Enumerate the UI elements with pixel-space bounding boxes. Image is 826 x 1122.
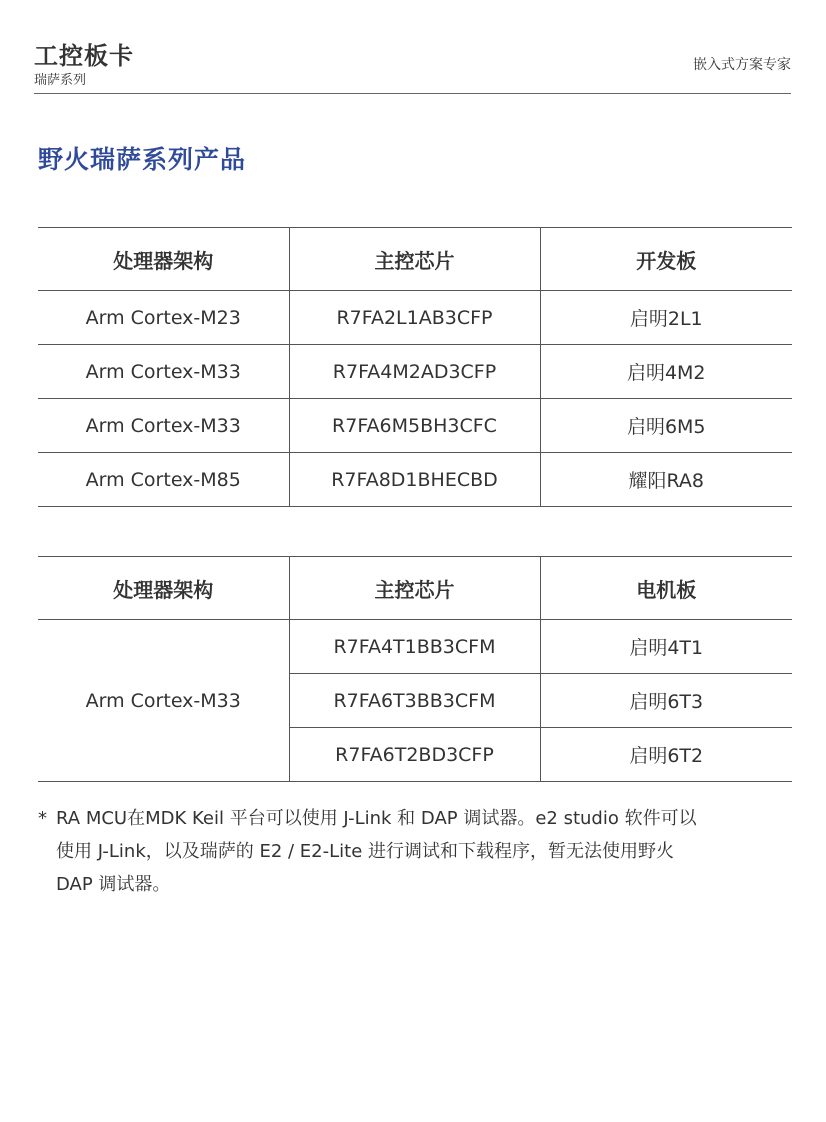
cell-chip: R7FA4M2AD3CFP: [289, 345, 540, 399]
cell-architecture-merged: Arm Cortex-M33: [38, 620, 289, 782]
column-header-chip: 主控芯片: [289, 557, 540, 620]
footnote: [38, 802, 794, 901]
motor-board-table: [38, 556, 792, 782]
cell-board: 启明4M2: [540, 345, 792, 399]
column-header-chip: 主控芯片: [289, 228, 540, 291]
cell-architecture: Arm Cortex-M85: [38, 453, 289, 507]
cell-chip: R7FA6T2BD3CFP: [289, 728, 540, 782]
cell-board: 耀阳RA8: [540, 453, 792, 507]
header-tagline: 嵌入式方案专家: [693, 57, 791, 73]
cell-chip: R7FA6T3BB3CFM: [289, 674, 540, 728]
column-header-architecture: 处理器架构: [38, 228, 289, 291]
footnote-line: DAP 调试器。: [56, 874, 171, 895]
footnote-text: RA MCU在MDK Keil 平台可以使用 J-Link 和 DAP 调试器。e2 studio 软件可以: [56, 808, 697, 829]
cell-architecture: Arm Cortex-M33: [38, 399, 289, 453]
cell-board: 启明2L1: [540, 291, 792, 345]
table-row: [38, 453, 792, 507]
cell-board: 启明6T3: [540, 674, 792, 728]
table-row: [38, 291, 792, 345]
column-header-motor-board: 电机板: [540, 557, 792, 620]
column-header-architecture: 处理器架构: [38, 557, 289, 620]
footnote-line: [38, 802, 794, 835]
header-title: 工控板卡: [34, 42, 134, 70]
column-header-board: 开发板: [540, 228, 792, 291]
table-row: [38, 620, 792, 674]
table-row: [38, 345, 792, 399]
section-title: 野火瑞萨系列产品: [38, 145, 247, 174]
cell-chip: R7FA2L1AB3CFP: [289, 291, 540, 345]
header-subtitle: 瑞萨系列: [34, 73, 87, 88]
cell-board: 启明6T2: [540, 728, 792, 782]
cell-architecture: Arm Cortex-M23: [38, 291, 289, 345]
table-header-row: [38, 228, 792, 291]
cell-architecture: Arm Cortex-M33: [38, 345, 289, 399]
page-header: [34, 36, 791, 94]
cell-chip: R7FA8D1BHECBD: [289, 453, 540, 507]
cell-board: 启明4T1: [540, 620, 792, 674]
cell-chip: R7FA6M5BH3CFC: [289, 399, 540, 453]
table-header-row: [38, 557, 792, 620]
table-row: [38, 399, 792, 453]
footnote-marker: *: [38, 808, 47, 829]
footnote-line: 使用 J-Link，以及瑞萨的 E2 / E2-Lite 进行调试和下载程序，暂无法使用野火: [56, 841, 675, 862]
cell-chip: R7FA4T1BB3CFM: [289, 620, 540, 674]
cell-board: 启明6M5: [540, 399, 792, 453]
dev-board-table: [38, 227, 792, 507]
